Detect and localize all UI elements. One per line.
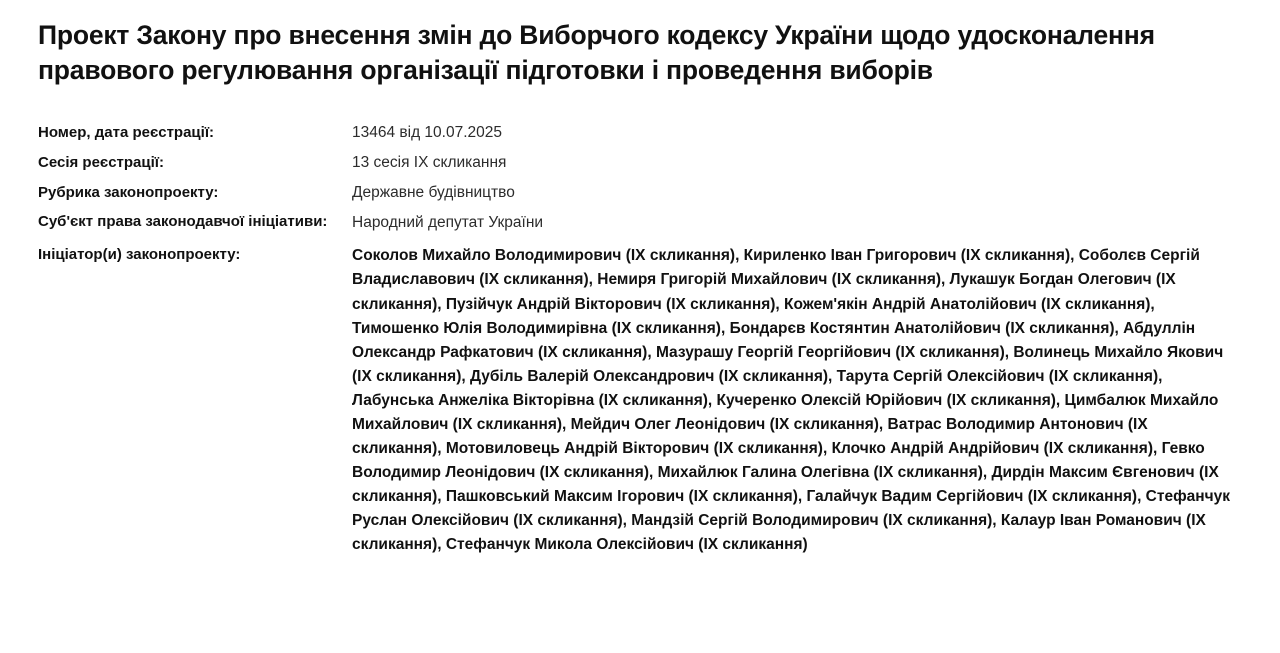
bill-metadata-table	[38, 122, 1240, 564]
table-row	[38, 152, 1240, 182]
table-row	[38, 122, 1240, 152]
page-title: Проект Закону про внесення змін до Виборчого кодексу України щодо удосконалення правового регулювання організації підготовки і проведення виборів	[38, 20, 1155, 86]
field-label-subject-of-initiative: Суб'єкт права законодавчої ініціативи:	[38, 213, 328, 231]
field-value-initiators: Соколов Михайло Володимирович (IX скликання), Кириленко Іван Григорович (IX скликання), Соболєв Сергій Владиславович (IX скликання), Немиря Григорій Михайлович (IX скликання), Лукашук Богдан Олегович (IX скликання), Пузійчук Андрій Вікторович (IX скликання), Кожем'якін Андрій Анатолійович (IX скликання), Тимошенко Юлія Володимирівна (IX скликання), Бондарєв Костянтин Анатолійович (IX скликання), Абдуллін Олександр Рафкатович (IX скликання), Мазурашу Георгій Георгійович (IX скликання), Волинець Михайло Якович (IX скликання), Дубіль Валерій Олександрович (IX скликання), Тарута Сергій Олексійович (IX скликання), Лабунська Анжеліка Вікторівна (IX скликання), Кучеренко Олексій Юрійович (IX скликання), Цимбалюк Михайло Михайлович (IX скликання), Мейдич Олег Леонідович (IX скликання), Ватрас Володимир Антонович (IX скликання), Мотовиловець Андрій Вікторович (IX скликання), Клочко Андрій Андрійович (IX скликання), Гевко Володимир Леонідович (IX скликання), Михайлюк Галина Олегівна (IX скликання), Дирдін Максим Євгенович (IX скликання), Пашковський Максим Ігорович (IX скликання), Галайчук Вадим Сергійович (IX скликання), Стефанчук Руслан Олексійович (IX скликання), Мандзій Сергій Володимирович (IX скликання), Калаур Іван Романович (IX скликання), Стефанчук Микола Олексійович (IX скликання)	[352, 247, 1231, 553]
table-row	[38, 212, 1240, 242]
field-label-initiators: Ініціатор(и) законопроекту:	[38, 246, 241, 264]
field-label-registration-number: Номер, дата реєстрації:	[38, 124, 215, 142]
field-value-subject-of-initiative: Народний депутат України	[352, 214, 544, 232]
table-row	[38, 242, 1240, 564]
field-value-registration-number: 13464 від 10.07.2025	[352, 124, 503, 142]
table-row	[38, 182, 1240, 212]
field-label-category: Рубрика законопроекту:	[38, 184, 219, 202]
field-value-category: Державне будівництво	[352, 184, 515, 202]
field-value-registration-session: 13 сесія IX скликання	[352, 154, 507, 172]
field-label-registration-session: Сесія реєстрації:	[38, 154, 164, 172]
